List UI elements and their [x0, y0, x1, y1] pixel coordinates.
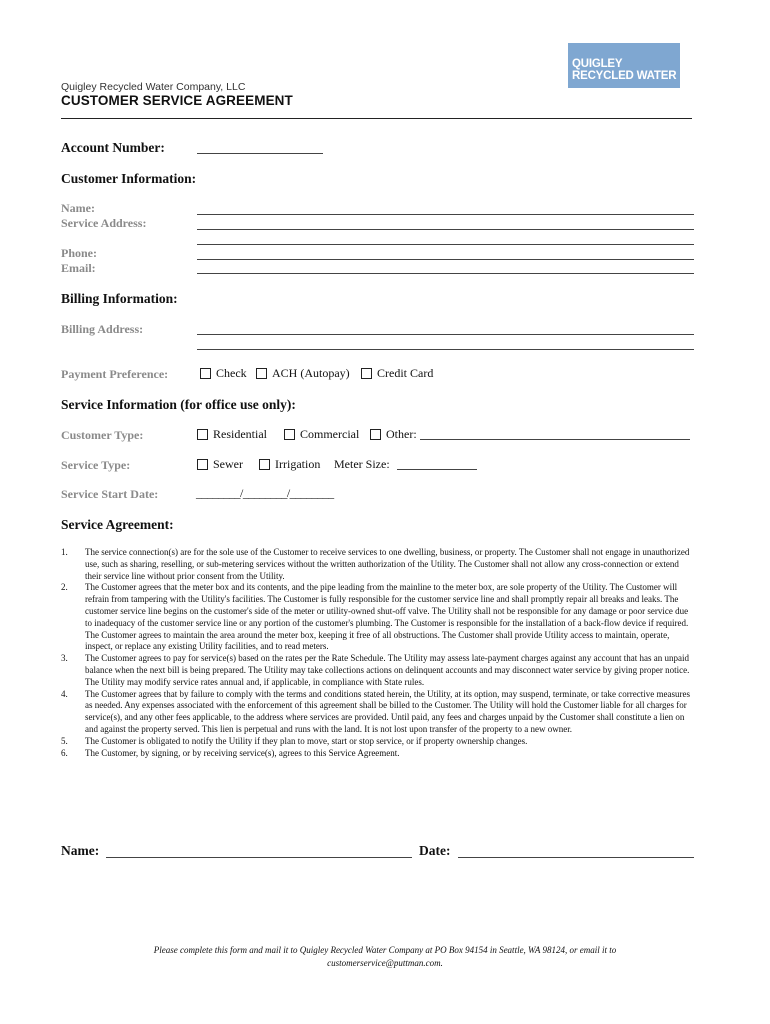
signature-name-label: Name: [61, 843, 100, 858]
customer-type-commercial-option[interactable] [284, 427, 359, 442]
company-name: Quigley Recycled Water Company, LLC [61, 81, 246, 93]
commercial-checkbox[interactable] [284, 429, 295, 440]
agreement-term [61, 736, 697, 748]
account-number-label: Account Number: [61, 140, 165, 155]
agreement-terms-list [61, 547, 697, 759]
logo-line-2: RECYCLED WATER [572, 70, 677, 82]
residential-checkbox[interactable] [197, 429, 208, 440]
term-text: The Customer is obligated to notify the Utility if they plan to move, start or stop service, or if property ownership changes. [85, 735, 528, 746]
customer-type-label: Customer Type: [61, 428, 144, 442]
term-number: 4. [61, 688, 68, 699]
company-logo [568, 43, 680, 88]
meter-size-label: Meter Size: [334, 457, 390, 471]
service-start-date-field[interactable]: ________/________/________ [196, 486, 334, 500]
ach-label: ACH (Autopay) [272, 366, 350, 380]
residential-label: Residential [213, 427, 267, 441]
email-field[interactable] [197, 273, 694, 274]
sewer-checkbox[interactable] [197, 459, 208, 470]
term-text: The Customer, by signing, or by receiving service(s), agrees to this Service Agreement. [85, 747, 400, 758]
billing-address-field[interactable] [197, 334, 694, 335]
irrigation-label: Irrigation [275, 457, 321, 471]
service-type-sewer-option[interactable] [197, 457, 243, 472]
sewer-label: Sewer [213, 457, 243, 471]
service-info-heading: Service Information (for office use only): [61, 397, 296, 412]
other-label: Other: [386, 427, 417, 441]
irrigation-checkbox[interactable] [259, 459, 270, 470]
customer-name-label: Name: [61, 201, 95, 215]
meter-size-field[interactable] [397, 469, 477, 470]
credit-card-label: Credit Card [377, 366, 434, 380]
email-label: Email: [61, 261, 96, 275]
term-number: 6. [61, 747, 68, 758]
customer-name-field[interactable] [197, 214, 694, 215]
title-divider [61, 118, 692, 119]
payment-credit-card-option[interactable] [361, 366, 433, 381]
billing-address-label: Billing Address: [61, 322, 144, 336]
footer-email: customerservice@puttman.com. [327, 958, 443, 968]
agreement-term [61, 748, 697, 760]
term-text: The Customer agrees that by failure to comply with the terms and conditions stated herein, the Utility, at its option, may suspend, terminate, or take corrective measures as needed. Any expenses associated with the enforcement of this agreement shall be billed to the Customer. The Utility will hold the Customer liable for all charges for service(s), and any other fees applicable, to the address where services are provided. Until paid, any fees and charges unpaid by the Customer shall constitute a lien on and against the property served. This lien is perpetual and runs with the land. It is not lost upon transfer of the property to a new owner. [85, 688, 690, 734]
customer-type-residential-option[interactable] [197, 427, 267, 442]
footer-line-1: Please complete this form and mail it to Quigley Recycled Water Company at PO Box 94154 in Seattle, WA 98124, or email it to [153, 945, 617, 955]
term-number: 2. [61, 582, 68, 593]
payment-preference-label: Payment Preference: [61, 367, 169, 381]
term-number: 5. [61, 735, 68, 746]
term-text: The Customer agrees that the meter box and its contents, and the pipe leading from the mainline to the meter box, are sole property of the Utility. The Customer will refrain from tampering with the Utility's facilities. The Customer is fully responsible for the customer service line and shall promptly repair all breaks and leaks. The customer service line begins on the customer's side of the meter or utility-owned shut-off valve. The Utility shall not be responsible for any damage or poor service due to inadequacy of the customer service line or any portion of the customer's plumbing. The Customer is responsible for the installation of a back-flow device if required. The Customer agrees to maintain the area around the meter box, keeping it free of all obstructions. The Customer shall provide Utility access to maintain, operate, inspect, or replace any existing Utility facilities, and to read meters. [85, 582, 689, 652]
other-type-field[interactable] [420, 439, 690, 440]
account-number-field[interactable] [197, 153, 323, 154]
agreement-term [61, 547, 697, 582]
term-text: The Customer agrees to pay for service(s) based on the rates per the Rate Schedule. The Utility may assess late-payment charges against any account that has an unpaid balance when the next bill is being prepared. The Utility may take collections actions on delinquent accounts and may disconnect water service by giving proper notice. The Utility may modify service rates annual and, if applicable, in compliance with State rules. [85, 653, 690, 687]
service-address-label: Service Address: [61, 216, 147, 230]
agreement-term [61, 689, 697, 736]
page-title: CUSTOMER SERVICE AGREEMENT [61, 93, 293, 108]
service-agreement-heading: Service Agreement: [61, 517, 174, 532]
signature-date-label: Date: [419, 843, 451, 858]
payment-ach-option[interactable] [256, 366, 350, 381]
term-number: 3. [61, 653, 68, 664]
service-type-irrigation-option[interactable] [259, 457, 320, 472]
billing-address-field-2[interactable] [197, 349, 694, 350]
service-address-field-2[interactable] [197, 244, 694, 245]
footer-instructions [100, 944, 670, 970]
phone-label: Phone: [61, 246, 97, 260]
commercial-label: Commercial [300, 427, 360, 441]
check-label: Check [216, 366, 247, 380]
service-start-date-label: Service Start Date: [61, 487, 159, 501]
service-address-field[interactable] [197, 229, 694, 230]
agreement-term [61, 582, 697, 653]
signature-name-field[interactable] [106, 857, 412, 858]
billing-info-heading: Billing Information: [61, 291, 178, 306]
other-checkbox[interactable] [370, 429, 381, 440]
check-checkbox[interactable] [200, 368, 211, 379]
ach-checkbox[interactable] [256, 368, 267, 379]
customer-type-other-option[interactable] [370, 427, 417, 442]
payment-check-option[interactable] [200, 366, 247, 381]
logo-line-1: QUIGLEY [572, 58, 623, 70]
service-type-label: Service Type: [61, 458, 131, 472]
term-number: 1. [61, 547, 68, 557]
customer-info-heading: Customer Information: [61, 171, 197, 186]
signature-date-field[interactable] [458, 857, 694, 858]
phone-field[interactable] [197, 259, 694, 260]
credit-card-checkbox[interactable] [361, 368, 372, 379]
agreement-term [61, 653, 697, 688]
term-text: The service connection(s) are for the sole use of the Customer to receive services to one dwelling, business, or property. The Customer shall not engage in unauthorized use, such as sharing, reselling, or sub-metering services without the written authorization of the Utility. The Customer shall not allow any cross-connection or extend their service line without prior consent from the Utility. [85, 547, 690, 581]
